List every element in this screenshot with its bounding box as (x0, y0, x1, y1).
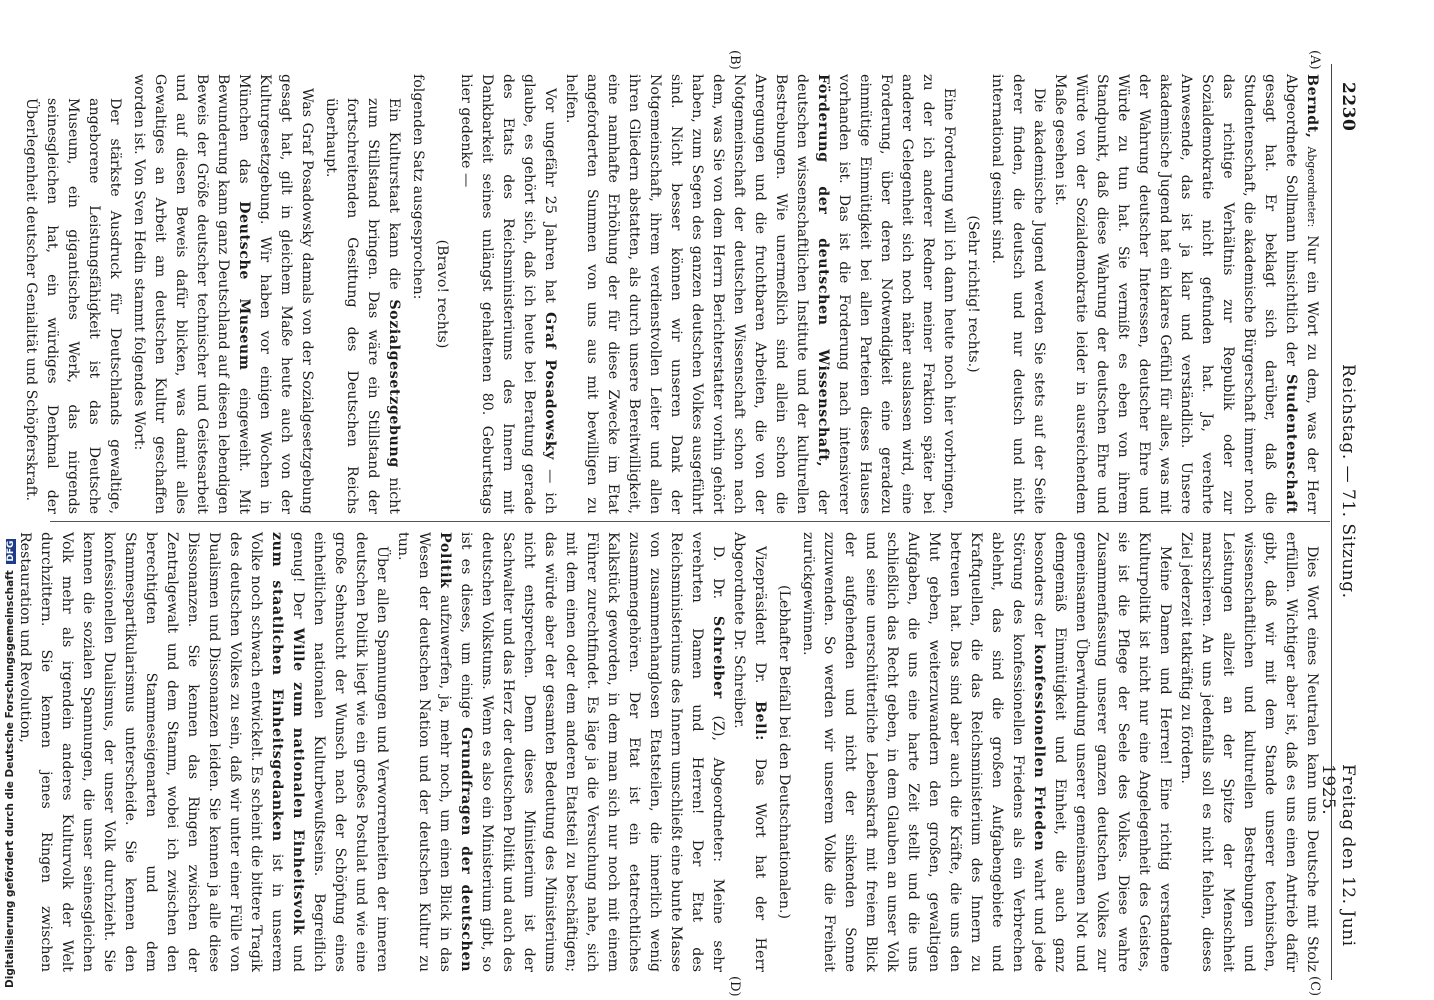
emphasis: Studentenschaft (1283, 373, 1299, 514)
paragraph-text: wahrt und jede Störung des konfessionellen Friedens als ein Verbrechen ablehnt, das sind die großen Aufgabengebiete und Kraftquellen, die das Reichsministerium des Innern zu betreuen hat. Das sind aber auch die Kräfte, die uns den Mut geben, weiterzuwandern den großen, gewaltigen Aufgaben, die uns eine harte Zeit stellt und die uns schließlich das Recht geben, in dem Glauben an unser Volk und seine unerschütterliche Lebenskraft mit freiem Blick der aufgehenden und nicht der sinkenden Sonne zuzuwenden. So werden wir unserem Volke die Freiheit zurückgewinnen. (800, 532, 1047, 973)
paragraph-text: Nur ein Wort zu dem, was der Herr Abgeordnete Sollmann hinsichtlich der (1283, 74, 1320, 515)
emphasis: Sozialgesetzgebung (386, 299, 402, 468)
paragraph-text: eingeweiht. Mit Bewunderung kann ganz Deutschland auf diesen lebendigen Beweis der Größe deutscher technischer und Geistesarbeit und auf diesen Beweis dafür blicken, was damit alles Gewaltiges an Arbeit am deutschen Kultur geschaffen worden ist. Von Sven Hedin stammt folgendes Wort: (131, 74, 252, 515)
interjection: (Lebhafter Beifall bei den Deutschnationalen.) (776, 584, 792, 920)
header-rule (1331, 64, 1332, 980)
paragraph: folgenden Satz ausgesprochen: (410, 74, 426, 300)
speaker-role: Abgeordneter: (1305, 146, 1318, 228)
paragraph: Dies Wort eines Neutralen kann uns Deutsche mit Stolz erfüllen. Wichtiger aber ist, daß es uns einen Antrieb dafür gibt, daß wir mit dem Stande unserer technischen, wissenschaftlichen und kulturellen Bestrebungen und Leistungen allzeit an der Spitze der Menschheit marschieren. An uns jedenfalls soll es nicht fehlen, dieses Ziel jederzeit tatkräftig zu fördern. (1178, 532, 1320, 972)
emphasis: Förderung der deutschen Wissenschaft, (815, 74, 831, 468)
speaker-name: Berndt, (1304, 74, 1320, 139)
paragraph (1049, 74, 1322, 514)
margin-marker-d: (D) (727, 976, 742, 997)
paragraph-text: Vizepräsident Dr. (752, 546, 768, 684)
emphasis: Bell: (752, 700, 768, 741)
margin-marker-a: (A) (1307, 50, 1322, 70)
paragraph (560, 74, 959, 514)
emphasis: Schreiber (710, 615, 726, 699)
paragraph-text: (Z), Abgeordneter: Meine sehr verehrten Damen und Herren! Der Etat des Reichsministeriums des Innern umschließt eine bunte Masse von zusammenhanglosen Etatsteilen, die innerlich wenig zusammengehören. Der Etat ist ein etatrechtliches Kalkstück geworden, in dem man sich nur noch mit einem Führer zurechtfindet. Es läge ja die Versuchung nahe, sich mit dem einen oder dem anderen Etatsteil zu beschäftigen; das würde aber der gesamten Bedeutung des Ministeriums nicht entsprechen. Denn dieses Ministerium ist der Sachwalter und das Herz der deutschen Politik und auch des deutschen Volkstums. Wenn es also ein Ministerium gibt, so ist es dieses, um einige (458, 532, 726, 973)
paragraph-text: D. Dr. (710, 546, 726, 600)
paragraph-text: Das Wort hat der Herr Abgeordnete Dr. Schreiber. (731, 532, 768, 973)
paragraph (392, 532, 728, 972)
emphasis: Grundfragen der deutschen Politik (437, 532, 474, 972)
paragraph-text: Eine Forderung will ich dann heute noch hier vorbringen, zu der ich anderer Redner meiner Fraktion später bei anderer Gelegenheit sich noch näher auslassen wird, eine Forderung, über deren Notwendigkeit eine geradezu einmütige Einmütigkeit bei allen Parteien dieses Hauses vorhanden ist. Das ist die Forderung nach intensiverer (836, 74, 957, 514)
emphasis: Wille zum nationalen Einheitsvolk (290, 627, 306, 936)
right-running-title: Freitag den 12. Juni 1925. (1318, 764, 1358, 947)
paragraph-text: gesagt hat. Er beklagt sich darüber, daß die Studentenschaft, die akademische Bürgerschaft immer noch das richtige Verhältnis zur Republik oder zur Sozialdemokratie nicht gefunden hat. Ja, verehrte Anwesende, das ist ja klar und verständlich. Unsere akademische Jugend hat ein klares Gefühl für alles, was mit der Wahrung deutscher Interessen, deutscher Ehre und Würde zu tun hat. Sie vermißt es eben von ihrem Standpunkt, daß diese Wahrung der deutschen Ehre und Würde von der Sozialdemokratie leider in ausreichendem Maße gesehen ist. (1052, 74, 1278, 514)
paragraph (128, 74, 317, 514)
paragraph: Die akademische Jugend werden Sie stets auf der Seite derer finden, die deutsch und nur deutsch und nicht international gesinnt sind. (989, 74, 1047, 514)
emphasis: Graf Posadowsky (542, 312, 558, 461)
paragraph-text: aufzuwerfen, ja, mehr noch, um einen Blick in das Wesen der deutschen Nation und der deutschen Kultur zu tun. (395, 532, 453, 973)
paragraph (797, 532, 1175, 972)
paragraph-text: Über allen Spannungen und Verworrenheiten der inneren deutschen Politik liegt wie ein großes Postulat und wie eine große Sehnsucht der Wunsch nach der Schöpfung eines einheitlichen nationalen Kulturbewußtseins. Begreiflich genug! Der (290, 532, 390, 972)
left-column (17, 74, 1322, 514)
paragraph (728, 532, 770, 972)
right-column (14, 532, 1322, 972)
paragraph-text: der deutschen wissenschaftlichen Institute und der kulturellen Bestrebungen. Wie unermeßlich sind allein schon die Anregungen und die fruchtbaren Arbeiten, die von der Notgemeinschaft der deutschen Wissenschaft schon nach dem, was Sie von dem Herrn Berichterstatter vorhin gehört haben, zum Segen des ganzen deutschen Volkes ausgeführt sind. Nicht besser können wir unseren Dank der Notgemeinschaft, ihrem verdienstvollen Leiter und allen ihren Gliedern abstatten, als durch unsere Bereitwilligkeit, eine namhafte Erhöhung der für diese Zwecke im Etat angeforderten Summen von uns aus mit bewilligen zu helfen. (563, 74, 831, 514)
paragraph-text: Meine Damen und Herren! Eine richtig verstandene Kulturpolitik ist nicht nur eine Angelegenheit des Geistes, sie ist die Pflege der Seele des Volkes. Diese wahre Zusammenfassung unserer ganzen deutschen Volkes zur gemeinsamen Überwindung unserer gemeinsamen Not und demgemäß Einmütigkeit und Einheit, die auch ganz besonders der (1031, 532, 1173, 972)
emphasis: Deutsche Museum (236, 201, 252, 371)
digitization-credit (4, 540, 20, 988)
quotation (320, 98, 404, 514)
paragraph-text: nicht zum Stillstand bringen. Das wäre ein Stillstand der fortschreitenden Gesittung des Deutschen Reichs überhaupt. (323, 98, 402, 514)
page-header (1318, 64, 1358, 980)
dfg-logo: DFG (6, 540, 16, 562)
paragraph-text: ist in unserem Volke noch schwach entwickelt. Es scheint die bittere Tragik des deutschen Volkes zu sein, daß wir unter einer Fülle von Dualismen und Dissonanzen leiden. Sie kennen ja alle diese Dissonanzen. Sie kennen das Ringen zwischen der Zentralgewalt und dem Stamm, wobei ich zwischen den berechtigten Stammeseigenarten und dem Stammespartikularismus unterscheide. Sie kennen den konfessionellen Dualismus, der unser Volk durchzieht. Sie kennen die sozialen Spannungen, die unser seinesgleichen Volk mehr als irgendein anderes Kulturvolk der Welt durchzittern. Sie kennen jenes Ringen zwischen Restauration und Revolution, (17, 532, 285, 972)
paragraph (455, 74, 560, 514)
page-number: 2230 (1338, 82, 1358, 132)
credit-text: Digitalisierung gefördert durch die Deutsche Forschungsgemeinschaft (4, 570, 16, 988)
column-divider (50, 521, 1330, 522)
paragraph-text: und (290, 944, 306, 972)
quotation: Der stärkste Ausdruck für Deutschlands gewaltige, angeborene Leistungsfähigkeit ist das Deutsche Museum, ein gigantisches Werk, das nirgends seinesgleichen hat, ein würdiges Denkmal der Überlegenheit deutscher Genialität und Schöpferskraft. (23, 98, 123, 514)
interjection: (Sehr richtig! rechts.) (965, 215, 981, 373)
paragraph-text: Was Graf Posadowsky damals von der Sozialgesetzgebung gesagt hat, gilt in gleichem Maße heute auch von der Kulturgesetzgebung. Wir haben vor einigen Wochen in München das (236, 74, 315, 514)
interjection: (Bravo! rechts) (434, 239, 450, 349)
paragraph (14, 532, 392, 972)
paragraph-text: Ein Kulturstaat kann die (386, 98, 402, 290)
emphasis: konfessionellen Frieden (1031, 644, 1047, 852)
margin-marker-b: (B) (727, 50, 742, 70)
margin-marker-c: (C) (1307, 976, 1322, 997)
paragraph-text: — ich glaube, es gehört sich, daß ich heute bei Beratung gerade des Etats des Reichsministeriums des Innern mit Dankbarkeit seines unlängst gehaltenen 80. Geburtstags hier gedenke — (458, 74, 558, 515)
left-running-title: Reichstag. — 71. Sitzung. (1338, 364, 1358, 599)
emphasis: zum staatlichen Einheitsgedanken (269, 532, 285, 842)
paragraph-text: Vor ungefähr 25 Jahren hat (542, 88, 558, 303)
